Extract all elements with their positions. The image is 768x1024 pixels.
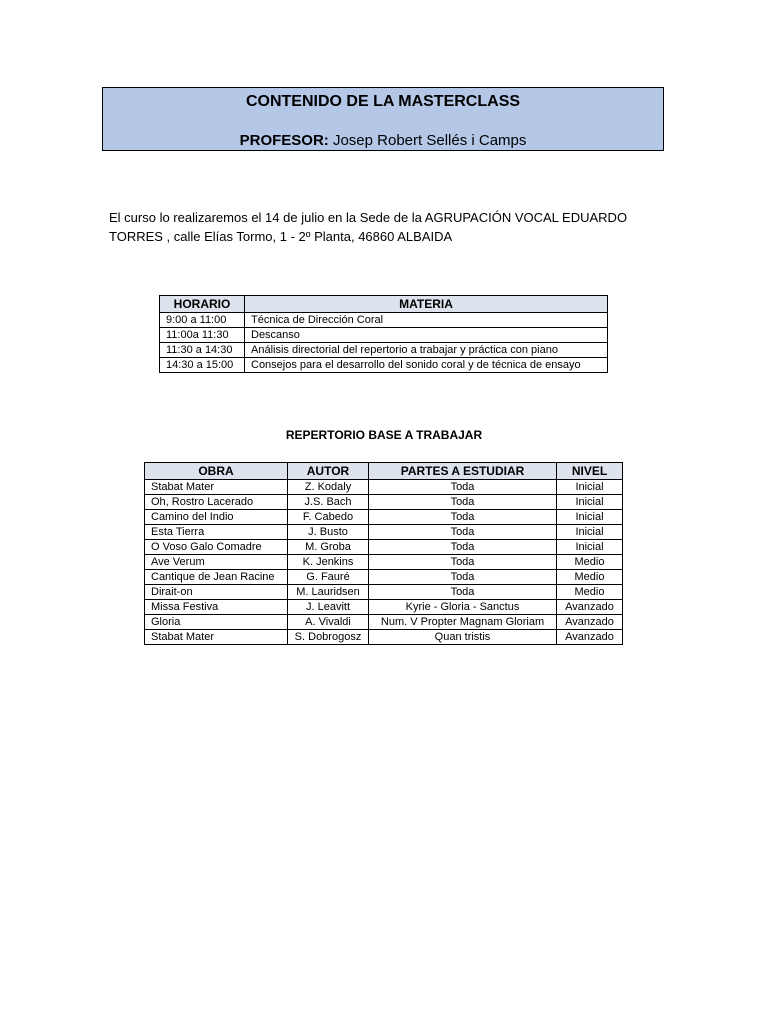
intro-paragraph: El curso lo realizaremos el 14 de julio en la Sede de la AGRUPACIÓN VOCAL EDUARDO TORRES , calle Elías Tormo, 1 - 2º Planta, 46860 ALBAIDA [109, 210, 628, 244]
repertoire-cell: Ave Verum [145, 555, 288, 570]
repertoire-cell: Num. V Propter Magnam Gloriam [369, 615, 557, 630]
repertoire-cell: Toda [369, 540, 557, 555]
schedule-cell: 14:30 a 15:00 [160, 358, 245, 373]
repertoire-row [145, 510, 623, 525]
repertoire-cell: O Voso Galo Comadre [145, 540, 288, 555]
repertoire-cell: Dirait-on [145, 585, 288, 600]
schedule-cell: Análisis directorial del repertorio a trabajar y práctica con piano [245, 343, 608, 358]
repertoire-cell: Inicial [557, 540, 623, 555]
repertoire-row [145, 525, 623, 540]
repertoire-cell: Inicial [557, 480, 623, 495]
repertoire-cell: Oh, Rostro Lacerado [145, 495, 288, 510]
repertoire-cell: Toda [369, 555, 557, 570]
repertoire-cell: Inicial [557, 525, 623, 540]
repertoire-row [145, 600, 623, 615]
schedule-cell: 9:00 a 11:00 [160, 313, 245, 328]
repertoire-title: REPERTORIO BASE A TRABAJAR [285, 428, 483, 442]
repertoire-row [145, 495, 623, 510]
professor-line [103, 132, 663, 149]
schedule-cell: Técnica de Dirección Coral [245, 313, 608, 328]
professor-name: Josep Robert Sellés i Camps [332, 132, 527, 149]
schedule-cell: 11:00a 11:30 [160, 328, 245, 343]
schedule-row [160, 358, 608, 373]
repertoire-row [145, 630, 623, 645]
schedule-header-row [160, 296, 608, 313]
repertoire-cell: Inicial [557, 495, 623, 510]
schedule-header-horario: HORARIO [160, 296, 245, 313]
page-title: CONTENIDO DE LA MASTERCLASS [245, 93, 521, 110]
repertoire-cell: A. Vivaldi [288, 615, 369, 630]
repertoire-cell: J. Busto [288, 525, 369, 540]
repertoire-cell: Esta Tierra [145, 525, 288, 540]
repertoire-cell: Z. Kodaly [288, 480, 369, 495]
repertoire-cell: Toda [369, 525, 557, 540]
repertoire-row [145, 555, 623, 570]
schedule-cell: 11:30 a 14:30 [160, 343, 245, 358]
repertoire-cell: Toda [369, 480, 557, 495]
repertoire-cell: Camino del Indio [145, 510, 288, 525]
repertoire-cell: J.S. Bach [288, 495, 369, 510]
repertoire-table [144, 462, 623, 645]
schedule-row [160, 343, 608, 358]
repertoire-row [145, 570, 623, 585]
repertoire-cell: Gloria [145, 615, 288, 630]
repertoire-cell: Medio [557, 555, 623, 570]
schedule-header-materia: MATERIA [245, 296, 608, 313]
repertoire-header-nivel: NIVEL [557, 463, 623, 480]
repertoire-row [145, 480, 623, 495]
repertoire-cell: M. Lauridsen [288, 585, 369, 600]
repertoire-cell: Cantique de Jean Racine [145, 570, 288, 585]
repertoire-cell: Medio [557, 585, 623, 600]
repertoire-row [145, 585, 623, 600]
repertoire-cell: Inicial [557, 510, 623, 525]
repertoire-cell: Avanzado [557, 600, 623, 615]
repertoire-cell: Toda [369, 570, 557, 585]
schedule-table [159, 295, 608, 373]
repertoire-cell: Missa Festiva [145, 600, 288, 615]
repertoire-cell: Medio [557, 570, 623, 585]
repertoire-cell: K. Jenkins [288, 555, 369, 570]
repertoire-header-partes: PARTES A ESTUDIAR [369, 463, 557, 480]
schedule-row [160, 328, 608, 343]
repertoire-row [145, 540, 623, 555]
header-box [102, 87, 664, 151]
schedule-cell: Consejos para el desarrollo del sonido coral y de técnica de ensayo [245, 358, 608, 373]
repertoire-cell: Toda [369, 510, 557, 525]
repertoire-row [145, 615, 623, 630]
repertoire-cell: Stabat Mater [145, 480, 288, 495]
repertoire-cell: J. Leavitt [288, 600, 369, 615]
repertoire-header-row [145, 463, 623, 480]
repertoire-cell: Stabat Mater [145, 630, 288, 645]
repertoire-cell: G. Fauré [288, 570, 369, 585]
repertoire-header-obra: OBRA [145, 463, 288, 480]
repertoire-cell: Toda [369, 495, 557, 510]
schedule-cell: Descanso [245, 328, 608, 343]
repertoire-cell: M. Groba [288, 540, 369, 555]
schedule-row [160, 313, 608, 328]
repertoire-header-autor: AUTOR [288, 463, 369, 480]
repertoire-cell: S. Dobrogosz [288, 630, 369, 645]
repertoire-cell: F. Cabedo [288, 510, 369, 525]
professor-label: PROFESOR: [239, 132, 329, 149]
repertoire-cell: Avanzado [557, 630, 623, 645]
repertoire-cell: Kyrie - Gloria - Sanctus [369, 600, 557, 615]
repertoire-cell: Quan tristis [369, 630, 557, 645]
repertoire-cell: Avanzado [557, 615, 623, 630]
repertoire-cell: Toda [369, 585, 557, 600]
